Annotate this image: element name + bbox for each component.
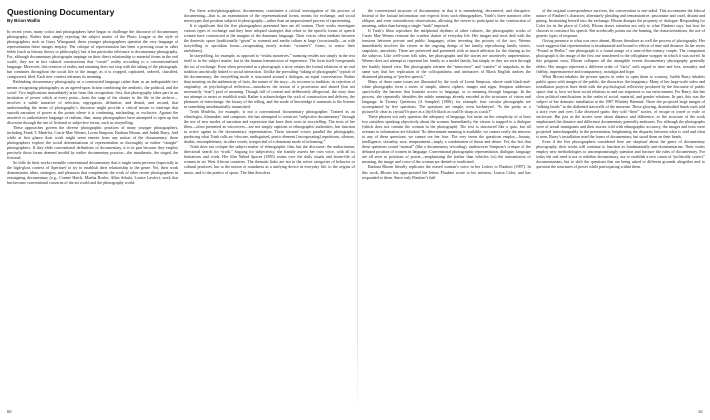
left-page-columns	[7, 8, 355, 410]
paragraph: If Trinh’s films reproduce the antiphonal rhythms of other cultures, the photographic works of Carrie Mae Weems reiterate the cruelest chatter of everyday life. Her images and texts deal with the tensions between private and public languages, often inverting the priority of the two. Weems immediately involves the viewer in the ongoing doings of her family, reproducing family stories, snapshots, anecdotes. These are preserved and presented with as much affection for the sharing as for the subjects. Like well-worn folk tales, her photographs and the stories are assertively unpretentious. Weems does not attempt to represent her family as a model family, but simply as they are seen through her frankly biased view. Her photographs reframe the “innocence” and “candor” of snapshots, in the same way that her replication of the colloquialisms and intimacies of Black English undoes the distanced phrasing of “perfect speech.”	[362, 28, 531, 79]
paragraph: Giving presence to what was once absent, Bloom literalizes as well the process of photography. Her work suggests that representation is insubstantial and bound to effects of time and distance. In her series “Found in Berlin,” one photograph is a found image of a turn-of-the-century couple. The companion photograph is the image of the first one transferred to the cellophane wrapper in which it was stored. In this poignant story, Bloom collapses all the intangible events documentary photography generally elides. Her images represent a different order of “facts” with regard to time and loss, sexuality and fidelity, impermanence and transparency, nostalgia and hope.	[536, 38, 705, 74]
left-page-column-1	[7, 8, 178, 410]
paragraph: Trinh does not critique the subject matter of ethnographic film, but the discourse: the authoritarian, directorial search for “truth.” Arguing for subjectivity, she frankly asserts her own voice, with all its hesitations and voids. Her film Naked Spaces (1985) roams over the daily rituals and house-life of women in six West African countries. The thematic links are not to the active categories of behavior or cultural practices, but to the notion of roundness as a unifying device in everyday life, to the origins of music, and to the poetics of space. The film dissolves	[183, 144, 355, 175]
right-page-column-2	[536, 8, 705, 410]
paragraph: These approaches govern the diverse photographic practices of many younger photographers, including Frank T. Minh-ha, Carrie Mae Weems, Lorna Simpson, Barbara Bloom, and Judith Barry. And while at first glance their work might seem remote from any notion of the documentary, these photographers explore the social determinations of representation as thoroughly as earlier “straight” photographers. If they elide conventional definitions of documentary, it is in part because they employ precisely those forms deemed invalid by earlier documentary practice—the inauthentic, the staged, the fictional.	[7, 124, 179, 161]
paragraph: Many of these same issues are illustrated by the work of Lorna Simpson, whose stark black-and-white photographs form a series of simple, almost ciphers, images and signs. Simpson addresses specifically the barriers that frustrate access to language, or to meaning through language. In the process, she repeatedly identifies the subtle meanings already encoded in the structures of vision and language. In Twenty Questions (A Sampler) (1986), for example, four circular photographs are accompanied by five questions. The questions are simple, even hackneyed: “Is she pretty as a picture/Or clear as crystal/Or pure as a lily/Or black as coal/Or sharp as a tack?”	[362, 78, 531, 114]
paragraph: of the original correspondence survives, the conversation is one-sided. This accentuates the bifocal nature of Flaubert’s character, alternately pleading and remonstrative, passionate and cruel, distant and pining. Insinuating herself into the exchange, Bloom disrupts the propriety of dialogue. Responding for Colet (or in the place of Colet), Bloom draws attention not only to what Flaubert says, but how he chooses to construct his speech. She acerbically points out the framing, the characterizations, the use of generic types of response.	[536, 8, 705, 39]
paragraph: In recent years, many critics and photographers have begun to challenge the discourse of documentary photography. Rather than simply rejecting the subject matter of the Photo League or the style of photographers such as Garry Winogrand, these younger photographers question the very language of representation these images employ. The critique of representation has been a pressing issue in other fields (such as literary theory or philosophy), but it has particular relevance to documentary photography. For, although documentary photographs impinge on their direct relationship to material forms in the real world, they are in fact cultural constructions that “create” reality according to a conventionalized language. Moreover, this creation of reality and meaning does not stop with the taking of the photograph, but continues throughout the social life of the image, as it is cropped, captioned, ordered, classified, categorized, filed. Each new context reframes its meaning.	[7, 29, 179, 80]
left-page	[7, 8, 355, 410]
paragraph: It is significant that the five photographers presented here are all women. Their works investigate various types of exchange and they have adopted strategies that relate to the specific forms of speech women have constructed at the margins of the dominant language. Their voices often mediate between the domestic space (traditionally “given” to women) and media culture at large (occasionally—as with storytelling or quotidian forms—recuperating nearly archaic “women’s” forms, to renew their usefulness).	[183, 23, 355, 54]
article-byline: By Brian Wallis	[7, 18, 41, 23]
left-page-column-2	[184, 8, 355, 410]
page-number-right: 61	[698, 409, 703, 414]
paragraph: These phrases not only question the adequacy of language, but insist on the complicity of at least two outsiders speaking objectively about the woman. Immediately, the viewer is trapped in a dialogue (which does not contain the woman in the photograph). The text is structured like a quiz, but all avenues to information are blocked. No determinate meaning is available; we cannot verify the answers to any of these questions; we cannot see her face. The very terms the questions employ—beauty, intelligence, sexuality, race, temperament—imply a combination of threat and desire. Yet, the fact that these questions sound “normal” (like a documentary recording), underscores Simpson’s critique of the debased position of women in language. Conventional photographic representation, dialogue, language are all seen as positions of power—emphasizing the (rather than vehicles for) the transmission of meaning, the image and voice of the woman are denied or eradicated.	[362, 113, 531, 165]
paragraph: So little do their works resemble conventional documentary that it might seem perverse (especially in the high-gloss context of Aperture) to try to establish their relationship to the genre. Yet, their work demonstrates ideas, strategies, and pleasures that complement the work of other recent photographers in reassigning documentary (e.g., Connie Hatch, Martha Rosler, Allan Sekula, Louise Lawler), work that has become conventional concerns of the art world and the photography world.	[7, 160, 179, 186]
article-title: Questioning Documentary	[7, 8, 115, 17]
paragraph: What Bloom inhabits the private spaces in order to open them to scrutiny, Judith Barry inhabits public space with images of the public, the discursive, the imaginary. Many of her large-scale video and installation projects have dealt with the psychological reflexivity produced by the discourse of public space, that is, how we bear social relations to and our responses to our environment. For Barry, this has clear political ramifications in the realm of social, material, and gender relations. In part, this was the subject of her dramatic installation at the 1987 Whitney Biennial. There she projected large images of “talking heads” in the darkened stairwells of the museum. These glowing, disembodied heads each told a story over and over. Like obsessed spirits they told “their” stories, of escape or travel or exile or enclosure. But just as the stories were about distance and difference, so the structure of the work emphasized the distance and difference documentary generally embraces. For although the photographs were of actual immigrants and their stories, told with ethnographic accuracy, the images and texts were projected interchangeably in the presentation, heightening the disparity between what is said and what is seen. Barry’s installation used the forms of documentary, but stood them on their heads.	[536, 73, 705, 140]
page-number-left: 60	[7, 409, 12, 414]
right-page-columns	[362, 8, 705, 410]
paragraph: Even if the five photographers considered here are skeptical about the genre of documentary photography, their works will continue to function as fundamentally anti-documentarian. Their works employ new methodologies to uncompromisingly question and fracture the rules of documentary. For today the real need is not to redefine documentary, nor to establish a new canon of “politically correct” documentarians, but to shift the questions that are being asked to different grounds altogether and to question the structures of power while participating within them.	[536, 139, 705, 170]
page-gutter	[357, 0, 358, 420]
paragraph: the conventional structure of documentary in that it is meandering, decentered, and disruptive. Instead of the factual information one expects from such ethnographies, Trinh’s three narrators offer oblique, and even contradictory observations, allowing the viewer to participate in the construction of meaning, rather than having a single “truth” imposed.	[362, 8, 531, 29]
paragraph: Trinh Minh-ha, for example, is not a conventional documentary photographer. Trained as an ethnologist, filmmaker, and composer, she has attempted to construct “subjective documentary” through the use of new modes of narration and expression that have their roots in storytelling. The texts of her films—often presented as voiceovers—are not simply captions or ethnographic authorities, but function as active agents in the documentary representation. These intoned voices parallel the photographs, producing what Trinh calls an “obscure, undisguised, poetic element [incorporating] repetitions, silences, doubts, incompleteness, in other words, irrespectful of a dominant mode of informing.”	[183, 108, 355, 145]
paragraph: In storytelling, for example, as opposed to “realist narratives,” meaning resides not simply in the text itself or in the subject matter, but in the human transmission of experience. The form itself foregrounds the act of exchange. Even when presented as a photograph, a story retains the formal relations of an oral tradition uncritically linked to social interaction. Unlike the prevailing “taking of photographs” typical of the documentary, the storytelling mode is structured around a dialogue, an equal conversation. Rather than insisting on the authenticity of facts, the nature of the story—its recourse to tradition, its rejection of originality, its psychological reflection—introduces the notion of a procession and shared (but not necessarily “true”) pool of meaning. Though full of content and deliberately allegorical, the story does not attempt to assert or establish truth. Rather it acknowledges the craft of construction and delivery, the pleasures of interchange, the luxury of the telling, and the mode of knowledge it transmits to the listener as something unsubstantially transmitted.	[183, 53, 355, 109]
paragraph: Barbara Bloom literally replicates the erased woman’s voice in her Letters to Flaubert (1987). In this work, Bloom has appropriated the letters Flaubert wrote to his mistress, Louise Colet, and has responded to them. Since only Flaubert’s half	[362, 164, 531, 180]
right-page	[362, 8, 705, 410]
paragraph: Rethinking documentary photography as a constructed language rather than as an indisputable fact means recognizing photography as an agreed-upon fiction combining the aesthetic, the political, and the social. Two implications immediately arise from this recognition: first, that photography takes part in an institution of power which at every point—from the snap of the shutter to the file in the archive—involves a subtle narrative of selection, segregation, definition, and denial; and second, that understanding the terms of photography’s discourse might provide a critical means to interrupt that smooth narration of power at the points where it is continuing, misleading, or exclusive. Against the assertive or authoritative language of realism, then, many photographers have attempted to open up this discourse through the use of fictional or subjective forms, such as storytelling.	[7, 79, 179, 125]
right-page-column-1	[362, 8, 531, 410]
paragraph: For these artist/photographers, documentary constitutes a critical investigation of the process of documenting—that is, an examination of the representational forms, means for exchange, and social stereotypes that position subjects in photography—rather than an unquestioned process of representing.	[183, 8, 355, 24]
